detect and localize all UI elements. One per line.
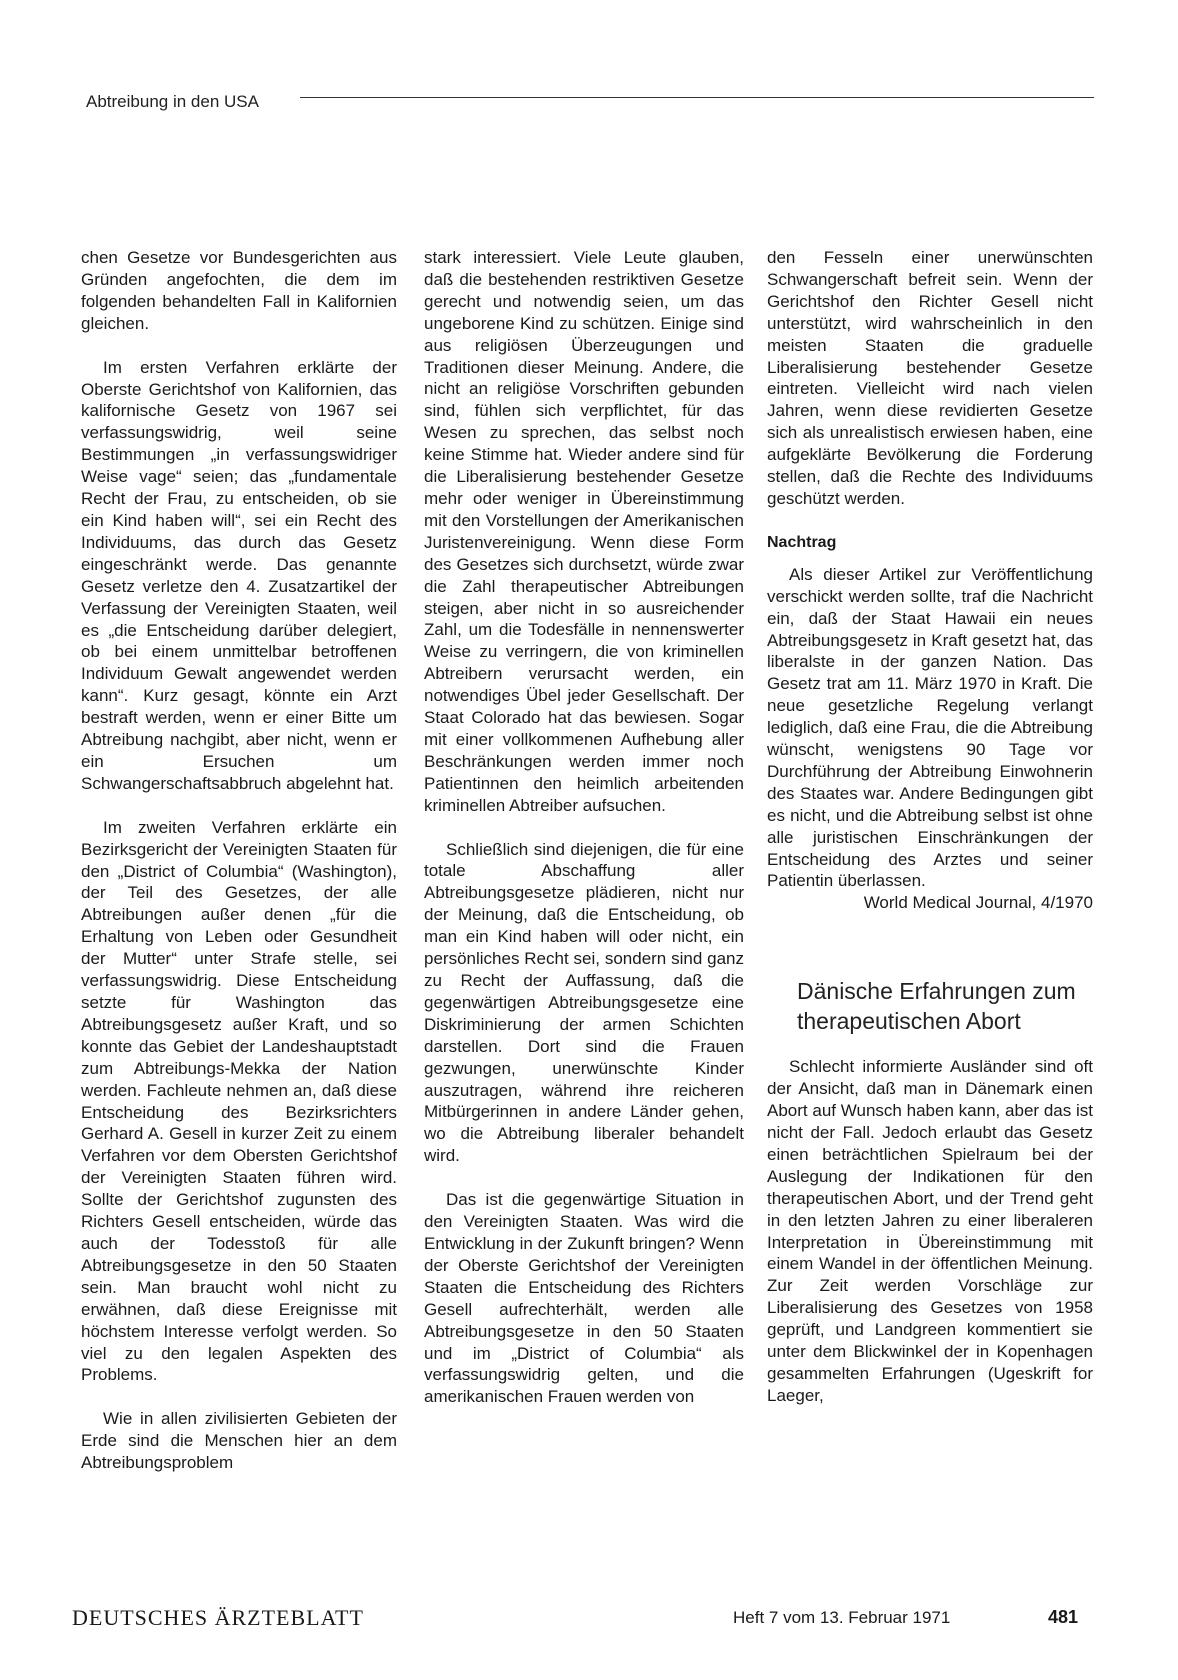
paragraph: Im zweiten Verfahren erklärte ein Bezirksgericht der Vereinigten Staaten für den „District of Columbia“ (Washington), der Teil des Gesetzes, der alle Abtreibungen außer denen „für die Erhaltung von Leben oder Gesundheit der Mutter“ unter Strafe stelle, sei verfassungswidrig. Diese Entscheidung setzte für Washington das Abtreibungsgesetz außer Kraft, und so konnte das Gebiet der Landeshauptstadt zum Abtreibungs-Mekka der Nation werden. Fachleute nehmen an, daß diese Entscheidung des Bezirksrichters Gerhard A. Gesell in kurzer Zeit zu einem Verfahren vor dem Obersten Gerichtshof der Vereinigten Staaten führen wird. Sollte der Gerichtshof zugunsten des Richters Gesell entscheiden, würde das auch der Todesstoß für alle Abtreibungsgesetze in den 50 Staaten sein. Man braucht wohl nicht zu erwähnen, daß diese Ereignisse mit höchstem Interesse verfolgt werden. So viel zu den legalen Aspekten des Problems.: [81, 817, 397, 1385]
issue-info: Heft 7 vom 13. Februar 1971: [733, 1608, 951, 1627]
column-2: [424, 247, 744, 1408]
paragraph: den Fesseln einer unerwünschten Schwangerschaft befreit sein. Wenn der Gerichtshof den Richter Gesell nicht unterstützt, wird wahrscheinlich in den meisten Staaten die graduelle Liberalisierung bestehender Gesetze eintreten. Vielleicht wird nach vielen Jahren, wenn diese revidierten Gesetze sich als unrealistisch erwiesen haben, eine aufgeklärte Bevölkerung die Forderung stellen, daß die Rechte des Individuums geschützt werden.: [767, 248, 1093, 508]
source-citation: World Medical Journal, 4/1970: [863, 893, 1093, 913]
header-rule: [300, 97, 1094, 98]
paragraph: Schließlich sind diejenigen, die für eine totale Abschaffung aller Abtreibungsgesetze plädieren, nicht nur der Meinung, daß die Entscheidung, ob man ein Kind haben will oder nicht, ein persönliches Recht sei, sondern sind ganz zu Recht der Auffassung, daß die gegenwärtigen Abtreibungsgesetze eine Diskriminierung der armen Schichten darstellen. Dort sind die Frauen gezwungen, unerwünschte Kinder auszutragen, während ihre reicheren Mitbürgerinnen in andere Länder gehen, wo die Abtreibung liberaler behandelt wird.: [424, 839, 744, 1166]
paragraph: Im ersten Verfahren erklärte der Oberste Gerichtshof von Kalifornien, das kalifornische Gesetz von 1967 sei verfassungswidrig, weil seine Bestimmungen „in verfassungswidriger Weise vage“ seien; das „fundamentale Recht der Frau, zu entscheiden, ob sie ein Kind haben will“, sei ein Recht des Individuums, das durch das Gesetz eingeschränkt werde. Das genannte Gesetz verletze den 4. Zusatzartikel der Verfassung der Vereinigten Staaten, weil es „die Entscheidung darüber delegiert, ob bei einem unmittelbar betroffenen Individuum Gewalt angewendet werden kann“. Kurz gesagt, könnte ein Arzt bestraft werden, wenn er einer Bitte um Abtreibung nachgibt, aber nicht, wenn er ein Ersuchen um Schwangerschaftsabbruch abgelehnt hat.: [81, 357, 397, 793]
paragraph: Wie in allen zivilisierten Gebieten der Erde sind die Menschen hier an dem Abtreibungsproblem: [81, 1409, 397, 1473]
column-1: [81, 247, 397, 1474]
running-title: Abtreibung in den USA: [86, 92, 259, 111]
paragraph: chen Gesetze vor Bundesgerichten aus Gründen angefochten, die dem im folgenden behandelten Fall in Kalifornien gleichen.: [81, 248, 397, 333]
column-3: [767, 247, 1093, 1407]
paragraph: stark interessiert. Viele Leute glauben, daß die bestehenden restriktiven Gesetze gerecht und notwendig seien, um das ungeborene Kind zu schützen. Einige sind aus religiösen Überzeugungen und Traditionen dieser Meinung. Andere, die nicht an religiöse Vorschriften gebunden sind, fühlen sich verpflichtet, für das Wesen zu sprechen, das selbst noch keine Stimme hat. Wieder andere sind für die Liberalisierung bestehender Gesetze mehr oder weniger in Übereinstimmung mit den Vorstellungen der Amerikanischen Juristenvereinigung. Wenn diese Form des Gesetzes sich durchsetzt, würde zwar die Zahl therapeutischer Abtreibungen steigen, aber nicht in so ausreichender Zahl, um die Todesfälle in nennenswerter Weise zu verringern, die von kriminellen Abtreibern verursacht werden, ein notwendiges Übel jeder Gesellschaft. Der Staat Colorado hat das bewiesen. Sogar mit einer vollkommenen Aufhebung aller Beschränkungen werden immer noch Patientinnen den heimlich arbeitenden kriminellen Abtreiber aufsuchen.: [424, 248, 744, 815]
nachtrag-heading: Nachtrag: [767, 533, 837, 551]
paragraph: Als dieser Artikel zur Veröffentlichung verschickt werden sollte, traf die Nachricht ein, daß der Staat Hawaii ein neues Abtreibungsgesetz in Kraft gesetzt hat, das liberalste in der ganzen Nation. Das Gesetz trat am 11. März 1970 in Kraft. Die neue gesetzliche Regelung verlangt lediglich, daß eine Frau, die die Abtreibung wünscht, wenigstens 90 Tage vor Durchführung der Abtreibung Einwohnerin des Staates war. Andere Bedingungen gibt es nicht, und die Abtreibung selbst ist ohne alle juristischen Einschränkungen der Entscheidung des Arztes und seiner Patientin überlassen.: [767, 564, 1093, 891]
paragraph: Das ist die gegenwärtige Situation in den Vereinigten Staaten. Was wird die Entwicklung in der Zukunft bringen? Wenn der Oberste Gerichtshof der Vereinigten Staaten die Entscheidung des Richters Gesell aufrechterhält, werden alle Abtreibungsgesetze in den 50 Staaten und im „District of Columbia“ als verfassungswidrig gelten, und die amerikanischen Frauen werden von: [424, 1190, 744, 1407]
paragraph: Schlecht informierte Ausländer sind oft der Ansicht, daß man in Dänemark einen Abort auf Wunsch haben kann, aber das ist nicht der Fall. Jedoch erlaubt das Gesetz einen beträchtlichen Spielraum bei der Auslegung der Indikationen für den therapeutischen Abort, und der Trend geht in den letzten Jahren zu einer liberaleren Interpretation in Übereinstimmung mit einem Wandel in der öffentlichen Meinung. Zur Zeit werden Vorschläge zur Liberalisierung des Gesetzes von 1958 geprüft, und Landgreen kommentiert sie unter dem Blickwinkel der in Kopenhagen gesammelten Erfahrungen (Ugeskrift for Laeger,: [767, 1057, 1093, 1405]
journal-name: DEUTSCHES ÄRZTEBLATT: [72, 1605, 364, 1630]
section-title: Dänische Erfahrungen zum therapeutischen Abort: [797, 978, 1076, 1035]
page-number: 481: [1048, 1607, 1079, 1627]
